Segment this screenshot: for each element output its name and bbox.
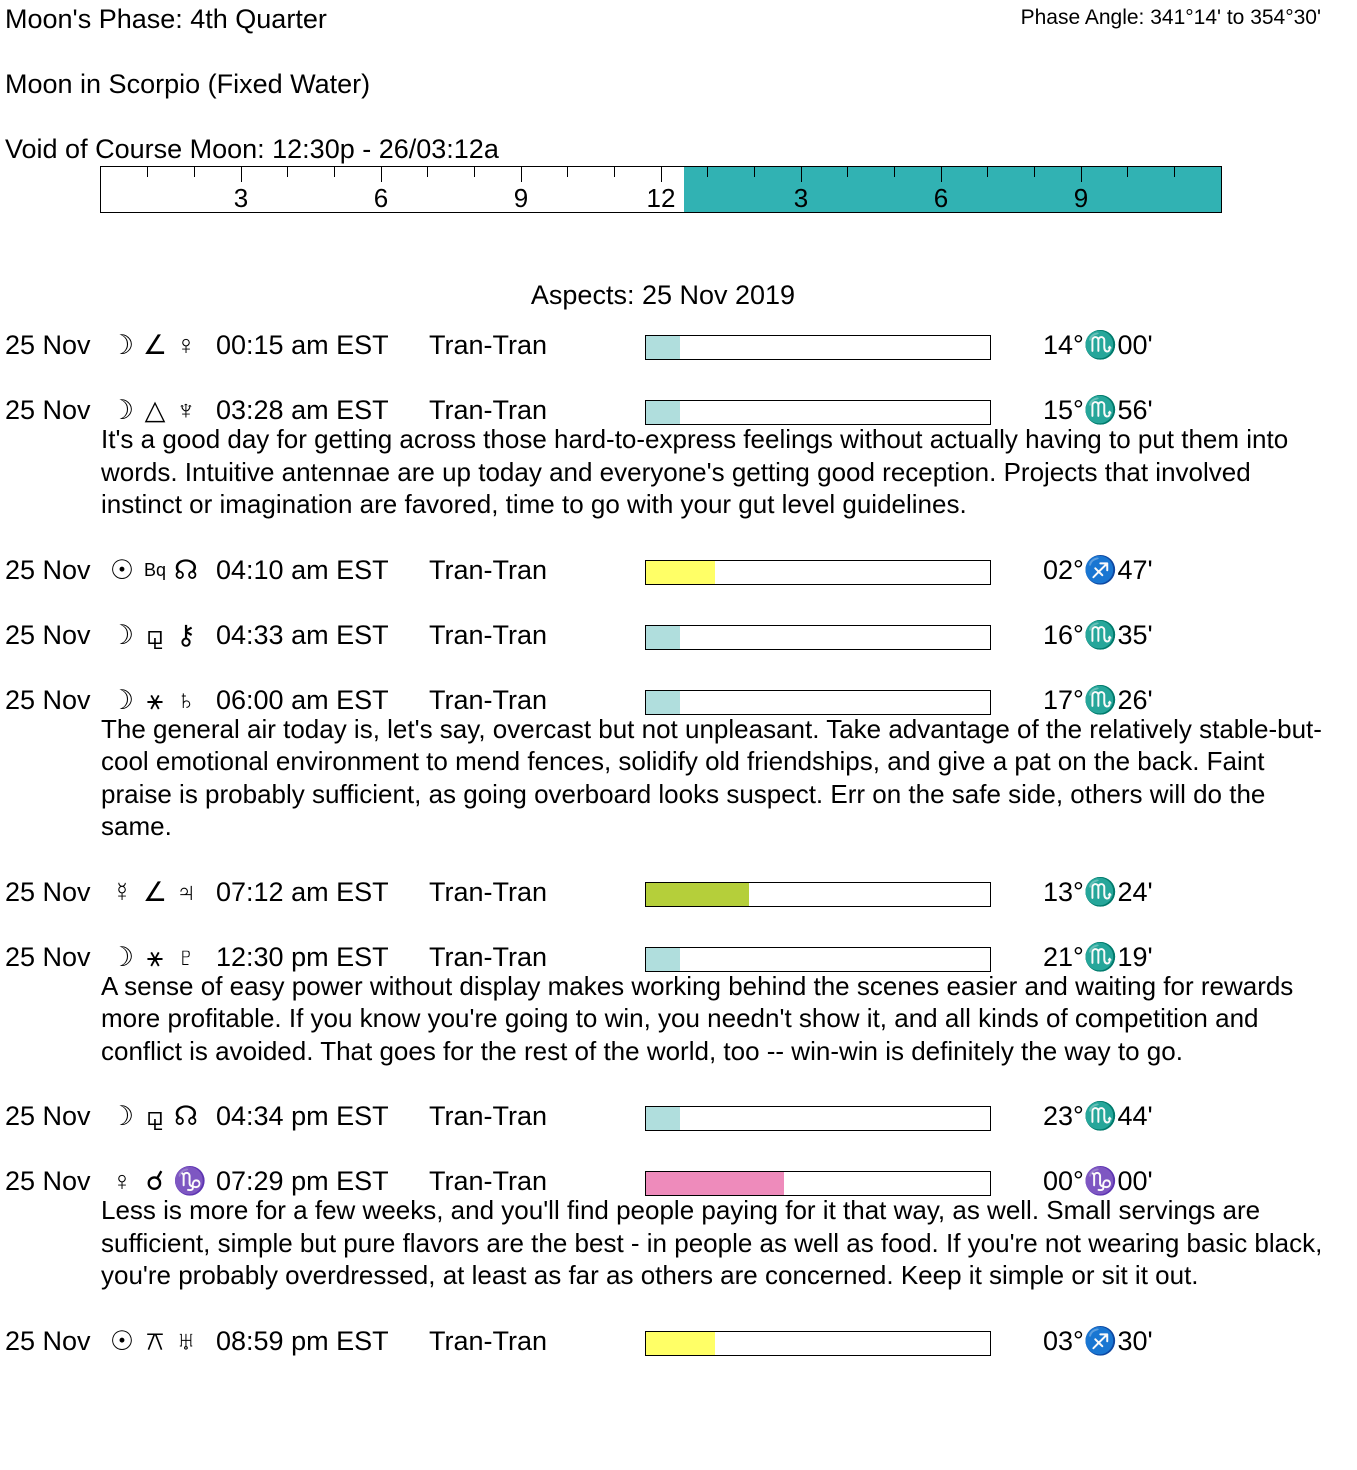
timeline-tick [801, 167, 802, 182]
timeline-tick [1034, 167, 1035, 177]
aspect-time: 03:28 am EST [216, 395, 389, 425]
aspect-time: 04:10 am EST [216, 554, 389, 585]
planet2-glyph-icon: ♃ [175, 876, 197, 907]
aspect-type: Tran-Tran [429, 1101, 548, 1131]
aspect-time: 04:34 pm EST [216, 1101, 389, 1131]
aspect-type: Tran-Tran [429, 1166, 548, 1196]
aspect-interpretation: A sense of easy power without display makes working behind the scenes easier and waiting for rewards more profitable. If you know you're going to win, you needn't show it, and all kinds of competition and conflict is avoided. That goes for the rest of the world, too -- win-win is definitely the way to go. [101, 970, 1294, 1066]
planet1-glyph-icon: ☽ [109, 330, 135, 360]
aspect-degree: 02°♐47' [1043, 554, 1153, 585]
strength-bar [645, 882, 991, 907]
aspect-type: Tran-Tran [429, 395, 548, 425]
strength-bar-fill [646, 561, 715, 584]
strength-bar [645, 1171, 991, 1196]
strength-bar [645, 625, 991, 650]
hour-label: 3 [233, 183, 249, 213]
aspect-type: Tran-Tran [429, 1325, 548, 1356]
strength-bar-fill [646, 948, 680, 971]
aspect-row [0, 618, 1357, 652]
timeline-tick [287, 167, 288, 177]
aspect-glyph-icon: ⚼ [145, 619, 165, 650]
aspect-date: 25 Nov [5, 395, 91, 425]
aspect-degree: 03°♐30' [1043, 1325, 1153, 1356]
timeline-tick [754, 167, 755, 177]
phase-angle: Phase Angle: 341°14' to 354°30' [1020, 6, 1321, 29]
timeline-tick [474, 167, 475, 177]
aspects-title: Aspects: 25 Nov 2019 [530, 280, 796, 310]
planet1-glyph-icon: ☽ [109, 395, 135, 425]
hour-label: 9 [513, 183, 529, 213]
aspect-date: 25 Nov [5, 1101, 91, 1131]
aspect-type: Tran-Tran [429, 941, 548, 972]
planet2-glyph-icon: ♇ [175, 941, 197, 972]
aspect-time: 08:59 pm EST [216, 1325, 389, 1356]
strength-bar-fill [646, 1107, 680, 1130]
timeline-tick [1127, 167, 1128, 177]
aspect-time: 07:12 am EST [216, 876, 389, 907]
aspect-date: 25 Nov [5, 1166, 91, 1196]
strength-bar-fill [646, 336, 680, 359]
timeline-tick [334, 167, 335, 177]
timeline-tick [381, 167, 382, 182]
aspect-row [0, 1164, 1357, 1198]
aspect-date: 25 Nov [5, 1325, 91, 1356]
hour-label: 12 [646, 183, 676, 213]
planet1-glyph-icon: ☽ [109, 619, 135, 650]
aspect-type: Tran-Tran [429, 684, 548, 715]
aspect-date: 25 Nov [5, 684, 91, 715]
strength-bar [645, 560, 991, 585]
aspect-type: Tran-Tran [429, 554, 548, 585]
aspect-type: Tran-Tran [429, 619, 548, 650]
strength-bar [645, 947, 991, 972]
aspect-glyph-icon: ☌ [145, 1166, 165, 1196]
strength-bar [645, 335, 991, 360]
aspect-type: Tran-Tran [429, 876, 548, 907]
void-period-bar [684, 167, 1221, 212]
aspect-date: 25 Nov [5, 876, 91, 907]
aspect-row [0, 683, 1357, 717]
aspect-row [0, 1099, 1357, 1133]
timeline-tick [707, 167, 708, 177]
planet1-glyph-icon: ☿ [111, 876, 133, 907]
void-of-course: Void of Course Moon: 12:30p - 26/03:12a [5, 134, 499, 164]
aspect-row [0, 875, 1357, 909]
aspect-date: 25 Nov [5, 619, 91, 650]
planet1-glyph-icon: ☽ [109, 941, 135, 972]
timeline-tick [614, 167, 615, 177]
aspect-glyph-icon: ∠ [142, 876, 168, 907]
timeline-tick [241, 167, 242, 182]
planet2-glyph-icon: ♑ [173, 1166, 207, 1196]
aspect-degree: 13°♏24' [1043, 876, 1153, 907]
aspect-time: 00:15 am EST [216, 330, 389, 360]
aspect-degree: 17°♏26' [1043, 684, 1153, 715]
planet1-glyph-icon: ☽ [109, 1101, 135, 1131]
timeline-tick [521, 167, 522, 182]
hour-label: 3 [793, 183, 809, 213]
timeline-tick [987, 167, 988, 177]
aspect-interpretation: It's a good day for getting across those hard-to-express feelings without actually having to put them into words. Intuitive antennae are up today and everyone's getting good reception. Projects that involved instinct or imagination are favored, time to go with your gut level guidelines. [101, 424, 1289, 519]
planet2-glyph-icon: ⚷ [176, 619, 196, 650]
aspect-date: 25 Nov [5, 330, 91, 360]
aspect-glyph-icon: △ [144, 395, 166, 425]
aspect-row [0, 1324, 1357, 1358]
strength-bar [645, 1331, 991, 1356]
strength-bar-fill [646, 626, 680, 649]
planet1-glyph-icon: ☉ [109, 554, 135, 585]
aspect-date: 25 Nov [5, 941, 91, 972]
timeline-tick [1081, 167, 1082, 182]
planet2-glyph-icon: ♀ [175, 330, 197, 360]
timeline-tick [661, 167, 662, 182]
aspect-degree: 16°♏35' [1043, 619, 1153, 650]
strength-bar [645, 400, 991, 425]
aspect-row [0, 553, 1357, 587]
planet1-glyph-icon: ♀ [111, 1166, 133, 1196]
aspect-interpretation: Less is more for a few weeks, and you'll find people paying for it that way, as well. Small servings are sufficient, simple but pure flavors are the best - in people as well as food. If you're not wearing basic black, you're probably overdressed, at least as far as others are concerned. Keep it simple or sit it out. [101, 1195, 1323, 1290]
planet1-glyph-icon: ☉ [109, 1325, 135, 1356]
planet2-glyph-icon: ☊ [174, 1101, 198, 1131]
aspect-row [0, 393, 1357, 427]
aspect-row [0, 940, 1357, 974]
strength-bar-fill [646, 401, 680, 424]
aspect-degree: 14°♏00' [1043, 330, 1153, 360]
aspect-time: 07:29 pm EST [216, 1166, 389, 1196]
strength-bar-fill [646, 1332, 715, 1355]
aspect-glyph-icon: Bq [143, 559, 167, 580]
planet1-glyph-icon: ☽ [109, 684, 135, 715]
strength-bar-fill [646, 883, 749, 906]
aspect-glyph-icon: ⚼ [145, 1101, 165, 1131]
strength-bar-fill [646, 691, 680, 714]
timeline-tick [194, 167, 195, 177]
aspect-glyph-icon: ∠ [142, 330, 168, 360]
hour-label: 6 [373, 183, 389, 213]
aspect-time: 04:33 am EST [216, 619, 389, 650]
timeline-tick [847, 167, 848, 177]
timeline-tick [941, 167, 942, 182]
aspect-glyph-icon: ⚹ [146, 941, 164, 972]
aspect-degree: 23°♏44' [1043, 1101, 1153, 1131]
hour-label: 9 [1073, 183, 1089, 213]
moon-phase: Moon's Phase: 4th Quarter [5, 4, 327, 34]
aspect-interpretation: The general air today is, let's say, overcast but not unpleasant. Take advantage of the relatively stable-but-cool emotional environment to mend fences, solidify old friendships, and give a pat on the back. Faint praise is probably sufficient, as going overboard looks suspect. Err on the safe side, others will do the same. [101, 713, 1322, 841]
aspect-type: Tran-Tran [429, 330, 548, 360]
strength-bar [645, 1106, 991, 1131]
strength-bar [645, 690, 991, 715]
timeline-tick [1174, 167, 1175, 177]
planet2-glyph-icon: ☊ [174, 554, 198, 585]
timeline-tick [894, 167, 895, 177]
hour-label: 6 [933, 183, 949, 213]
moon-sign: Moon in Scorpio (Fixed Water) [5, 69, 371, 99]
aspect-glyph-icon: ⚹ [146, 684, 164, 715]
planet2-glyph-icon: ♆ [175, 395, 197, 425]
void-of-course-timeline [100, 166, 1222, 213]
aspect-time: 12:30 pm EST [216, 941, 389, 972]
planet2-glyph-icon: ♅ [175, 1325, 197, 1356]
aspect-date: 25 Nov [5, 554, 91, 585]
timeline-tick [567, 167, 568, 177]
aspect-degree: 21°♏19' [1043, 941, 1153, 972]
timeline-tick [427, 167, 428, 177]
aspect-glyph-icon: ⚻ [146, 1325, 164, 1356]
aspect-degree: 00°♑00' [1043, 1166, 1153, 1196]
timeline-tick [147, 167, 148, 177]
strength-bar-fill [646, 1172, 784, 1195]
aspect-row [0, 328, 1357, 362]
planet2-glyph-icon: ♄ [175, 684, 197, 715]
aspect-time: 06:00 am EST [216, 684, 389, 715]
aspect-degree: 15°♏56' [1043, 395, 1153, 425]
